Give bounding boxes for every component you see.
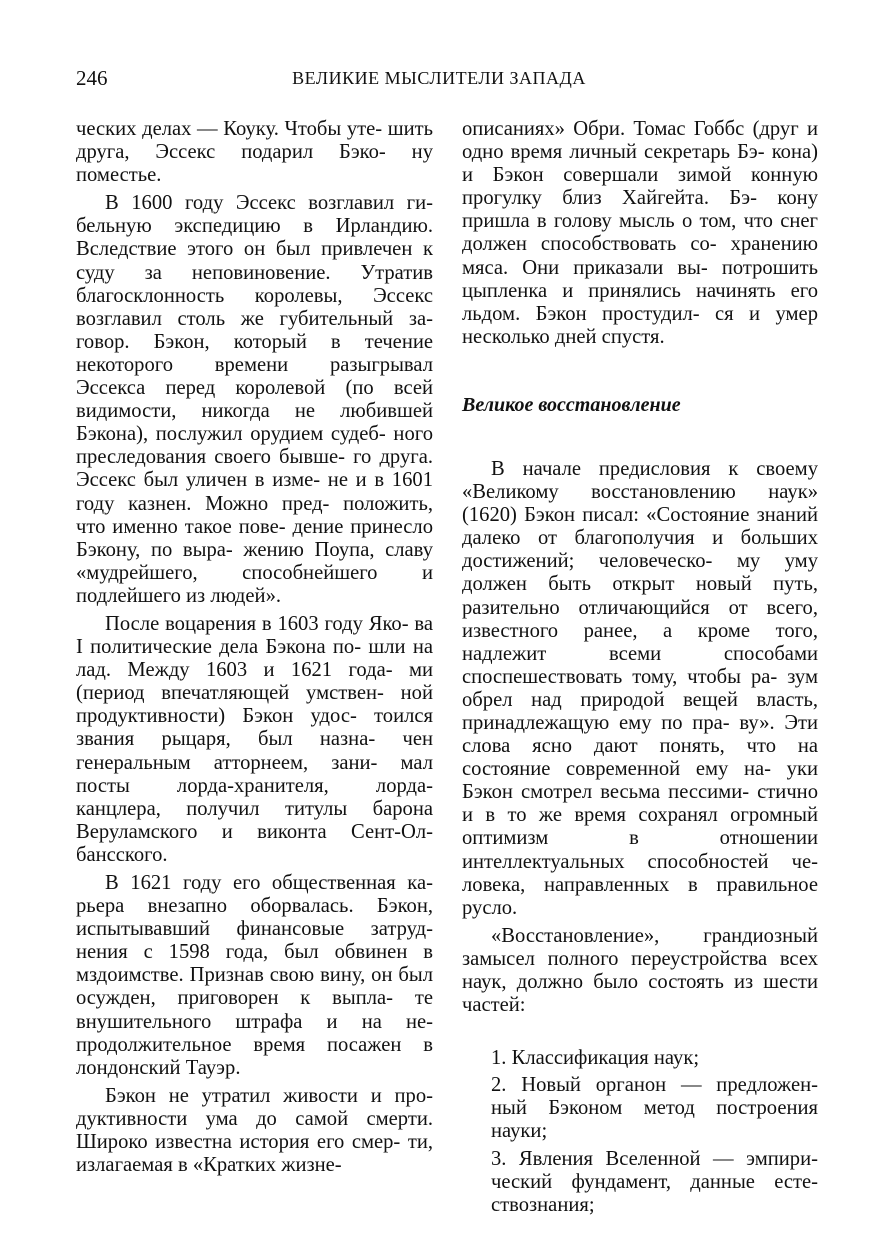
paragraph-essex-expedition: В 1600 году Эссекс возглавил ги- бельную экспедицию в Ирландию. Вследствие этого он был привлечен к суду за неповиновение. Утратив благосклонность королевы, Эссекс возглавил столь же губительный за- говор. Бэкон, который в течение некоторого времени разыгрывал Эссекса перед королевой (по всей видимости, никогда не любившей Бэкона), послужил орудием судеб- ного преследования своего бывше- го друга. Эссекс был уличен в изме- не и в 1601 году казнен. Можно пред- положить, что именно такое пове- дение принесло Бэкону, по выра- жению Поупа, славу «мудрейшего, способнейшего и подлейшего из людей».: [76, 192, 433, 607]
paragraph-death-story: Бэкон не утратил живости и про- дуктивности ума до самой смерти. Широко известна история его смер- ти, излагаемая в «Кратких жизне-: [76, 1084, 433, 1177]
running-title: ВЕЛИКИЕ МЫСЛИТЕЛИ ЗАПАДА: [292, 68, 586, 88]
list-item: 1. Классификация наук;: [491, 1047, 700, 1070]
paragraph-continued: ческих делах — Коуку. Чтобы уте- шить друга, Эссекс подарил Бэко- ну поместье.: [76, 118, 433, 187]
paragraph-aubrey-continued: описаниях» Обри. Томас Гоббс (друг и одно время личный секретарь Бэ- кона) и Бэкон совершали зимой конную прогулку близ Хайгейта. Бэ- кону пришла в голову мысль о том, что снег должен способствовать со- хранению мяса. Они приказали вы- потрошить цыпленка и принялись начинять его льдом. Бэкон простудил- ся и умер несколько дней спустя.: [462, 118, 818, 348]
right-column: [462, 118, 818, 1221]
paragraph-great-instauration-intro: В начале предисловия к своему «Великому восстановлению наук» (1620) Бэкон писал: «Состояние знаний далеко от благополучия и больших достижений; человеческо- му уму должен быть открыт новый путь, разительно отличающийся от всего, известного ранее, а кроме того, надлежит всеми способами споспешествовать тому, чтобы ра- зум обрел над природой вещей власть, принадлежащую ему по пра- ву». Эти слова ясно дают понять, что на состояние современной ему на- уки Бэкон смотрел весьма пессими- стично и в то же время сохранял огромный оптимизм в отношении интеллектуальных способностей че- ловека, направленных в правильное русло.: [462, 457, 818, 919]
paragraph-career-end: В 1621 году его общественная ка- рьера внезапно оборвалась. Бэкон, испытывавший финансовые затруд- нения с 1598 года, был обвинен в мздоимстве. Признав свою вину, он был осужден, приговорен к выпла- те внушительного штрафа и на не- продолжительное время посажен в лондонский Тауэр.: [76, 872, 433, 1079]
paragraph-instauration-plan: «Восстановление», грандиозный замысел полного переустройства всех наук, должно было состоять из шести частей:: [462, 924, 818, 1017]
page-number: 246: [76, 66, 108, 90]
paragraph-james-accession: После воцарения в 1603 году Яко- ва I политические дела Бэкона по- шли на лад. Между 1603 и 1621 года- ми (период впечатляющей умствен- ной продуктивности) Бэкон удос- тоился звания рыцаря, был назна- чен генеральным атторнеем, зани- мал посты лорда-хранителя, лорда- канцлера, получил титулы барона Веруламского и виконта Сент-Ол- бансского.: [76, 612, 433, 866]
list-item: 2. Новый органон — предложен- ный Бэконом метод построения науки;: [491, 1074, 818, 1143]
section-heading: Великое восстановление: [462, 393, 681, 416]
page-header: [0, 62, 878, 94]
left-column: [76, 118, 433, 1177]
parts-list: [462, 1047, 818, 1217]
list-item: 3. Явления Вселенной — эмпири- ческий фундамент, данные есте- ствознания;: [491, 1147, 818, 1216]
